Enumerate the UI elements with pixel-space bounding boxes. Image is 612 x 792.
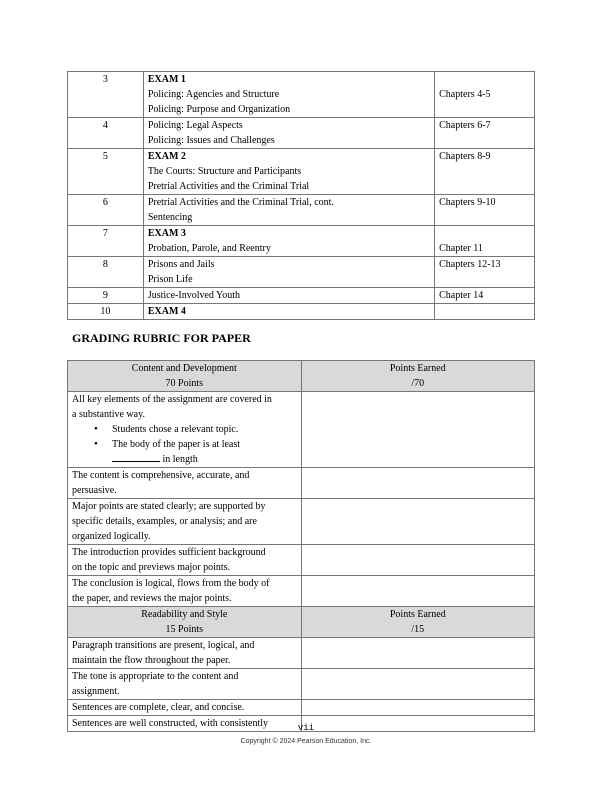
chapters: Chapter 11 [435,226,535,257]
rubric-criterion: The content is comprehensive, accurate, and persuasive. [68,468,302,499]
chapters: Chapters 12-13 [435,257,535,288]
points-earned-header: Points Earned /15 [301,607,534,638]
chapters: Chapters 9-10 [435,195,535,226]
week-topics [143,149,434,195]
rubric-criterion: The introduction provides sufficient background on the topic and previews major points. [68,545,302,576]
topic-line: Probation, Parole, and Reentry [147,243,271,254]
topic-line: Pretrial Activities and the Criminal Trial [147,181,310,192]
week-number: 8 [68,257,144,288]
rubric-row [68,576,535,607]
topic-line: Policing: Purpose and Organization [147,104,291,115]
topic-line: Justice-Involved Youth [147,290,241,301]
page-number: vii [297,723,315,733]
exam-label: EXAM 1 [147,74,186,85]
chapters: Chapters 6-7 [435,118,535,149]
rubric-row [68,700,535,716]
exam-label: EXAM 3 [147,228,186,239]
readability-style-header: Readability and Style 15 Points [68,607,302,638]
chapters: Chapters 8-9 [435,149,535,195]
week-topics [143,195,434,226]
length-blank [112,452,160,462]
topic-line: Prisons and Jails [147,259,215,270]
schedule-row [68,149,535,195]
criterion-bullets [72,422,297,467]
rubric-criterion: Sentences are well constructed, with consistently [68,716,302,732]
rubric-criterion: Sentences are complete, clear, and concise. [68,700,302,716]
chapters: Chapter 14 [435,288,535,304]
topic-line: Pretrial Activities and the Criminal Trial, cont. [147,197,334,208]
week-number: 7 [68,226,144,257]
rubric-criterion: Major points are stated clearly; are supported by specific details, examples, or analysis; and are organized logically. [68,499,302,545]
course-schedule-table [67,71,535,320]
schedule-row [68,257,535,288]
schedule-row [68,118,535,149]
topic-line: The Courts: Structure and Participants [147,166,302,177]
week-number: 5 [68,149,144,195]
points-cell [301,499,534,545]
exam-label: EXAM 4 [147,306,186,317]
rubric-section-header [68,607,535,638]
topic-line: Policing: Issues and Challenges [147,135,275,146]
points-cell [301,468,534,499]
rubric-criterion: Paragraph transitions are present, logical, and maintain the flow throughout the paper. [68,638,302,669]
topic-line: Prison Life [147,274,193,285]
rubric-row [68,392,535,468]
rubric-section-header [68,361,535,392]
chapters: Chapters 4-5 [435,72,535,118]
week-number: 3 [68,72,144,118]
rubric-row [68,669,535,700]
points-cell [301,700,534,716]
bullet-item: • Students chose a relevant topic. [112,422,297,437]
week-number: 4 [68,118,144,149]
week-topics [143,304,434,320]
rubric-row [68,638,535,669]
rubric-title: GRADING RUBRIC FOR PAPER [72,331,251,345]
week-topics [143,226,434,257]
points-cell [301,392,534,468]
rubric-row [68,545,535,576]
rubric-criterion: The conclusion is logical, flows from the body of the paper, and reviews the major points. [68,576,302,607]
points-cell [301,638,534,669]
content-development-header: Content and Development 70 Points [68,361,302,392]
week-number: 9 [68,288,144,304]
chapters [435,304,535,320]
rubric-row [68,499,535,545]
points-earned-header: Points Earned /70 [301,361,534,392]
exam-label: EXAM 2 [147,151,186,162]
week-topics [143,118,434,149]
schedule-row [68,304,535,320]
schedule-row [68,226,535,257]
week-topics [143,72,434,118]
grading-rubric-table [67,360,535,732]
rubric-criterion: The tone is appropriate to the content and assignment. [68,669,302,700]
week-topics [143,257,434,288]
rubric-criterion: All key elements of the assignment are covered in a substantive way. • Students chose a relevant topic. • The body of the paper is at least in length [68,392,302,468]
rubric-row [68,468,535,499]
points-cell [301,576,534,607]
copyright-notice: Copyright © 2024 Pearson Education, Inc. [240,738,372,745]
week-number: 10 [68,304,144,320]
week-number: 6 [68,195,144,226]
topic-line: Policing: Legal Aspects [147,120,243,131]
topic-line: Policing: Agencies and Structure [147,89,280,100]
topic-line: Sentencing [147,212,193,223]
schedule-row [68,288,535,304]
points-cell [301,545,534,576]
schedule-row [68,195,535,226]
schedule-row [68,72,535,118]
week-topics [143,288,434,304]
bullet-item: • The body of the paper is at least in length [112,437,297,467]
points-cell [301,669,534,700]
